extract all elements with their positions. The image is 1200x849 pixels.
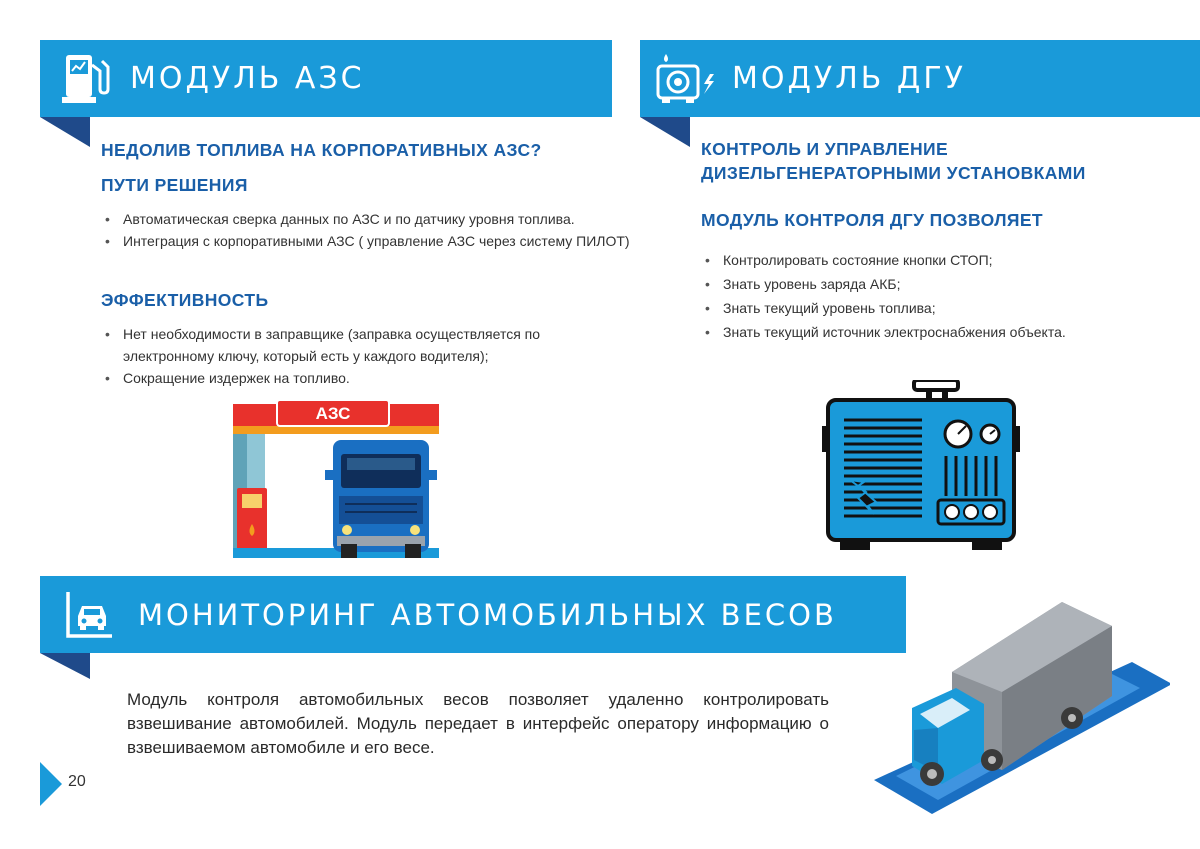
page-number: 20 [68, 773, 86, 790]
azs-solutions-heading: ПУТИ РЕШЕНИЯ [101, 175, 248, 195]
list-item: • Сокращение издержек на топливо. [101, 367, 631, 389]
scales-description: Модуль контроля автомобильных весов позволяет удаленно контролировать взвешивание автомобилей. Модуль передает в интерфейс оператору информацию о взвешиваемом автомобиле и его весе. [127, 690, 829, 757]
station-sign-text: АЗС [315, 404, 351, 423]
azs-efficiency-heading: ЭФФЕКТИВНОСТЬ [101, 290, 269, 310]
dgu-banner-title: МОДУЛЬ ДГУ [732, 61, 966, 96]
azs-banner-title: МОДУЛЬ АЗС [130, 61, 365, 96]
azs-problem-heading: НЕДОЛИВ ТОПЛИВА НА КОРПОРАТИВНЫХ АЗС? [101, 140, 542, 160]
list-item: • Нет необходимости в заправщике (заправка осуществляется по электронному ключу, который есть у каждого водителя); [101, 323, 631, 367]
dgu-module-heading: МОДУЛЬ КОНТРОЛЯ ДГУ ПОЗВОЛЯЕТ [701, 210, 1044, 230]
dgu-banner [640, 40, 1200, 117]
dgu-features-list [701, 248, 1171, 344]
azs-efficiency-list [101, 323, 631, 389]
scales-banner [40, 576, 906, 653]
generator-illustration [818, 380, 1024, 554]
list-item: • Знать текущий уровень топлива; [701, 296, 1171, 320]
page-tab-marker [40, 762, 62, 806]
azs-solutions-list [101, 208, 661, 252]
dgu-control-heading-line1: КОНТРОЛЬ И УПРАВЛЕНИЕ [701, 139, 949, 159]
fuel-pump-icon [62, 51, 112, 107]
azs-banner [40, 40, 612, 117]
generator-icon [654, 52, 718, 106]
dgu-banner-fold [640, 117, 690, 147]
scales-banner-fold [40, 653, 90, 679]
scales-banner-title: МОНИТОРИНГ АВТОМОБИЛЬНЫХ ВЕСОВ [138, 597, 837, 632]
gas-station-illustration [233, 400, 439, 560]
car-scale-icon [64, 590, 114, 640]
list-item: • Знать текущий источник электроснабжения объекта. [701, 320, 1171, 344]
list-item: • Контролировать состояние кнопки СТОП; [701, 248, 1171, 272]
list-item: • Знать уровень заряда АКБ; [701, 272, 1171, 296]
azs-banner-fold [40, 117, 90, 147]
truck-scale-illustration [872, 600, 1170, 814]
list-item: • Интеграция с корпоративными АЗС ( управление АЗС через систему ПИЛОТ) [101, 230, 661, 252]
dgu-control-heading-line2: ДИЗЕЛЬГЕНЕРАТОРНЫМИ УСТАНОВКАМИ [701, 163, 1086, 183]
list-item: • Автоматическая сверка данных по АЗС и по датчику уровня топлива. [101, 208, 661, 230]
